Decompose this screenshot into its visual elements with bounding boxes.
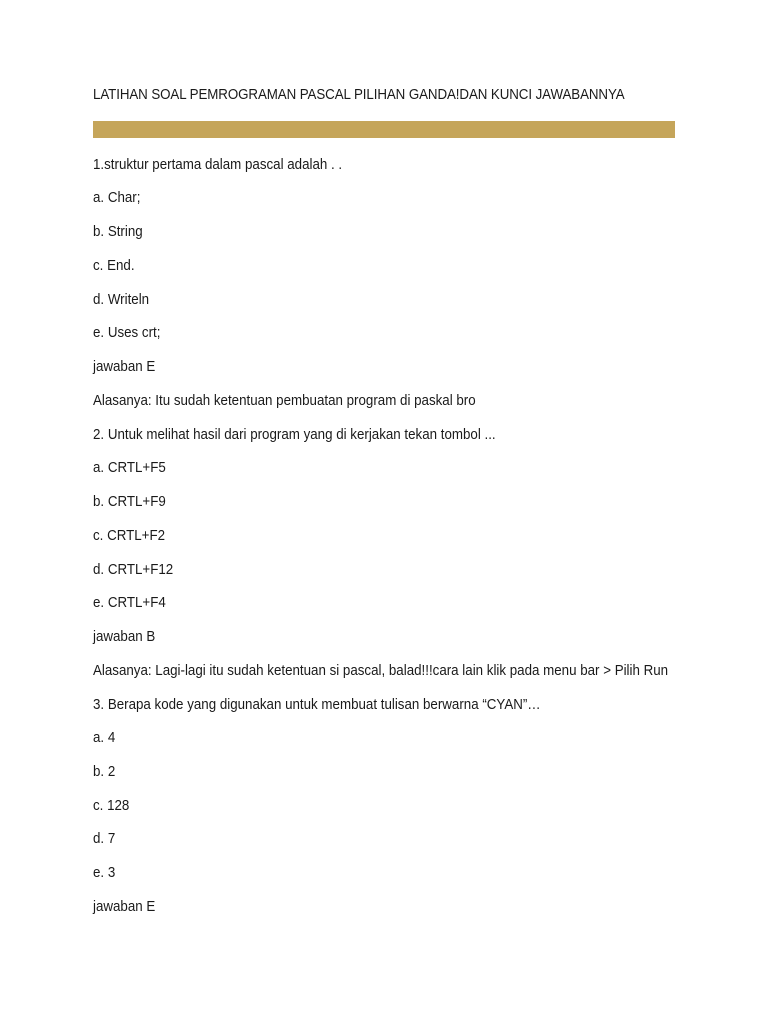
question-3-option-a: a. 4	[93, 730, 116, 746]
question-1-text: 1.struktur pertama dalam pascal adalah . .	[93, 157, 343, 173]
question-2-option-c: c. CRTL+F2	[93, 528, 166, 544]
question-2-option-d: d. CRTL+F12	[93, 562, 174, 578]
question-3-text: 3. Berapa kode yang digunakan untuk membuat tulisan berwarna “CYAN”…	[93, 697, 541, 713]
question-1-option-d: d. Writeln	[93, 292, 150, 308]
question-3-option-e: e. 3	[93, 865, 116, 881]
question-1-option-c: c. End.	[93, 258, 135, 274]
question-2-reason: Alasanya: Lagi-lagi itu sudah ketentuan si pascal, balad!!!cara lain klik pada menu bar > Pilih Run	[93, 663, 669, 679]
question-3-option-d: d. 7	[93, 831, 116, 847]
question-3-option-b: b. 2	[93, 764, 116, 780]
document-title: LATIHAN SOAL PEMROGRAMAN PASCAL PILIHAN GANDA!DAN KUNCI JAWABANNYA	[93, 87, 625, 103]
question-2-option-a: a. CRTL+F5	[93, 460, 166, 476]
question-1-option-a: a. Char;	[93, 190, 141, 206]
question-3-option-c: c. 128	[93, 798, 130, 814]
question-1-option-b: b. String	[93, 224, 143, 240]
title-accent-bar	[93, 121, 675, 138]
question-1-answer: jawaban E	[93, 359, 156, 375]
question-2-option-e: e. CRTL+F4	[93, 595, 166, 611]
question-2-option-b: b. CRTL+F9	[93, 494, 166, 510]
question-3-answer: jawaban E	[93, 899, 156, 915]
question-2-text: 2. Untuk melihat hasil dari program yang di kerjakan tekan tombol ...	[93, 427, 496, 443]
question-1-reason: Alasanya: Itu sudah ketentuan pembuatan program di paskal bro	[93, 393, 476, 409]
question-1-option-e: e. Uses crt;	[93, 325, 161, 341]
question-2-answer: jawaban B	[93, 629, 156, 645]
